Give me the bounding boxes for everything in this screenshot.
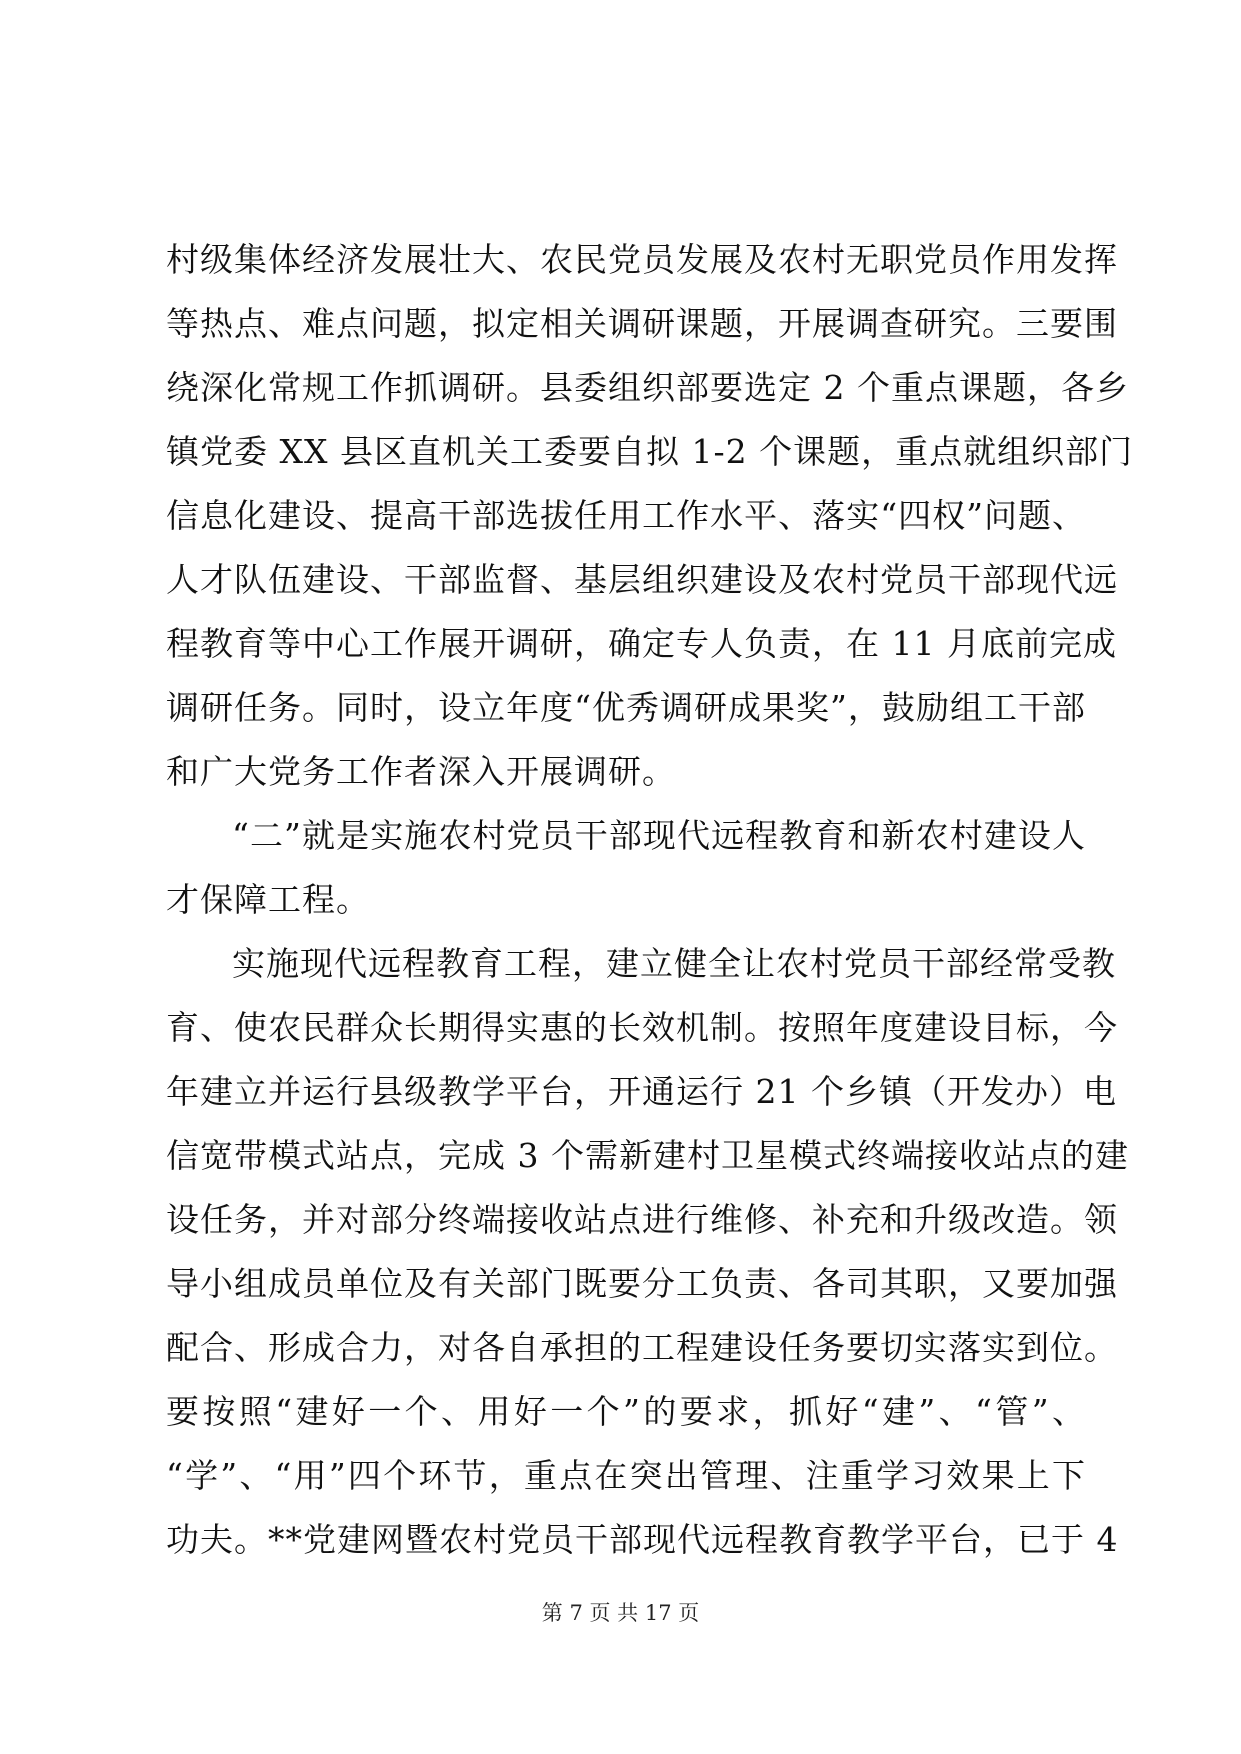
text-line-7: 程教育等中心工作展开调研，确定专人负责，在 11 月底前完成	[166, 624, 1117, 663]
page-number-footer: 第 7 页 共 17 页	[541, 1601, 700, 1625]
text-line-12: 实施现代远程教育工程，建立健全让农村党员干部经常受教	[232, 944, 1116, 983]
text-line-10: “二”就是实施农村党员干部现代远程教育和新农村建设人	[232, 816, 1086, 855]
text-line-4: 镇党委 XX 县区直机关工委要自拟 1-2 个课题，重点就组织部门	[166, 432, 1134, 471]
text-line-20: “学”、“用”四个环节，重点在突出管理、注重学习效果上下	[166, 1456, 1086, 1495]
document-body	[166, 228, 1134, 1572]
text-line-5: 信息化建设、提高干部选拔任用工作水平、落实“四权”问题、	[166, 496, 1086, 535]
text-line-19: 要按照“建好一个、用好一个”的要求，抓好“建”、“管”、	[166, 1392, 1086, 1431]
text-line-15: 信宽带模式站点，完成 3 个需新建村卫星模式终端接收站点的建	[166, 1136, 1129, 1175]
text-line-9: 和广大党务工作者深入开展调研。	[166, 752, 676, 791]
text-line-14: 年建立并运行县级教学平台，开通运行 21 个乡镇（开发办）电	[166, 1072, 1117, 1111]
text-line-6: 人才队伍建设、干部监督、基层组织建设及农村党员干部现代远	[166, 560, 1118, 599]
text-line-11: 才保障工程。	[166, 880, 370, 919]
text-line-13: 育、使农民群众长期得实惠的长效机制。按照年度建设目标，今	[166, 1008, 1118, 1047]
text-line-1: 村级集体经济发展壮大、农民党员发展及农村无职党员作用发挥	[166, 240, 1118, 279]
text-line-21: 功夫。**党建网暨农村党员干部现代远程教育教学平台，已于 4	[166, 1520, 1119, 1559]
text-line-2: 等热点、难点问题，拟定相关调研课题，开展调查研究。三要围	[166, 304, 1118, 343]
text-line-3: 绕深化常规工作抓调研。县委组织部要选定 2 个重点课题，各乡	[166, 368, 1129, 407]
text-line-17: 导小组成员单位及有关部门既要分工负责、各司其职，又要加强	[166, 1264, 1118, 1303]
text-line-18: 配合、形成合力，对各自承担的工程建设任务要切实落实到位。	[166, 1328, 1118, 1367]
text-line-8: 调研任务。同时，设立年度“优秀调研成果奖”，鼓励组工干部	[166, 688, 1086, 727]
text-line-16: 设任务，并对部分终端接收站点进行维修、补充和升级改造。领	[166, 1200, 1118, 1239]
